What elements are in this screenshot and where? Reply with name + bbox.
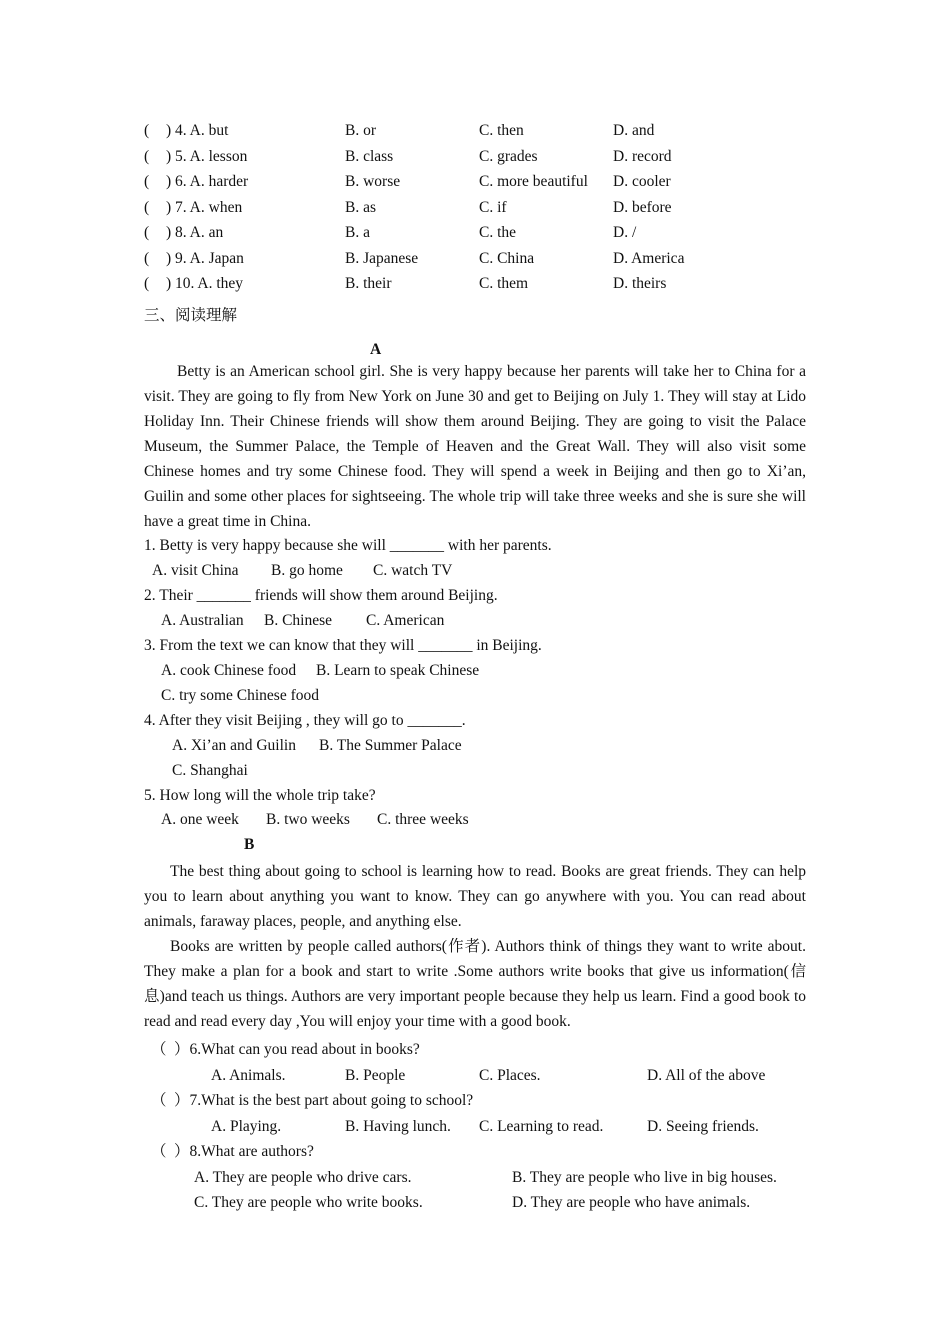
answer-bracket-open: （ [151, 1092, 167, 1109]
answer-option: C. American [366, 612, 445, 629]
question-stem: ）7.What is the best part about going to school? [174, 1092, 474, 1109]
question-stem: 3. From the text we can know that they will _______ in Beijing. [144, 637, 542, 654]
passage-b-paragraph: Books are written by people called authors(作者). Authors think of things they want to write about. They make a plan for a book and start to write .Some authors write books that give us information(信息)and teach us things. Authors are very important people because they help us learn. Find a good book to read and read every day ,You will enjoy your time with a good book. [144, 938, 806, 1030]
cloze-question-stem: ) 6. A. harder [166, 173, 249, 190]
option-c: C. the [479, 224, 517, 241]
passage-a-label: A [370, 341, 382, 358]
option-b: B. as [345, 199, 376, 216]
option-b: B. a [345, 224, 370, 241]
answer-option: B. The Summer Palace [319, 737, 462, 754]
question-stem: 5. How long will the whole trip take? [144, 787, 376, 804]
option-d: D. before [613, 199, 672, 216]
passage-b-text [144, 859, 806, 1034]
cloze-question-stem: ) 5. A. lesson [166, 148, 248, 165]
answer-option: B. go home [271, 562, 343, 579]
cloze-question-stem: ) 7. A. when [166, 199, 243, 216]
answer-option: D. Seeing friends. [647, 1118, 759, 1135]
question-stem: 4. After they visit Beijing , they will go to _______. [144, 712, 466, 729]
answer-option: B. Having lunch. [345, 1118, 451, 1135]
option-d: D. / [613, 224, 637, 241]
answer-option: C. Places. [479, 1067, 541, 1084]
answer-option: A. Australian [161, 612, 244, 629]
answer-option: A. visit China [152, 562, 239, 579]
answer-option: D. They are people who have animals. [512, 1194, 751, 1211]
answer-option: B. Learn to speak Chinese [316, 662, 480, 679]
answer-option: C. Shanghai [172, 762, 248, 779]
option-c: C. them [479, 275, 529, 292]
answer-bracket-open: ( [144, 173, 150, 190]
answer-bracket-open: ( [144, 148, 150, 165]
answer-bracket-open: ( [144, 275, 150, 292]
answer-option: B. People [345, 1067, 406, 1084]
option-b: B. or [345, 122, 376, 139]
answer-option: A. cook Chinese food [161, 662, 297, 679]
answer-option: C. watch TV [373, 562, 453, 579]
answer-option: D. All of the above [647, 1067, 766, 1084]
option-d: D. America [613, 250, 685, 267]
option-c: C. China [479, 250, 535, 267]
answer-option: C. They are people who write books. [194, 1194, 423, 1211]
option-d: D. and [613, 122, 655, 139]
section-heading: 三、阅读理解 [144, 307, 238, 324]
option-b: B. their [345, 275, 392, 292]
cloze-question-stem: ) 8. A. an [166, 224, 224, 241]
option-c: C. if [479, 199, 507, 216]
passage-a-paragraph: Betty is an American school girl. She is very happy because her parents will take her to China for a visit. They are going to fly from New York on June 30 and get to Beijing on July 1. They will stay at Lido Holiday Inn. Their Chinese friends will show them around Beijing. They are going to visit the Palace Museum, the Summer Palace, the Temple of Heaven and the Great Wall. They will also visit some Chinese homes and try some Chinese food. They will spend a week in Beijing and then go to Xi’an, Guilin and some other places for sightseeing. The whole trip will take three weeks and she is sure she will have a great time in China. [144, 363, 806, 530]
answer-option: B. They are people who live in big houses. [512, 1169, 777, 1186]
cloze-question-stem: ) 10. A. they [166, 275, 244, 292]
passage-b-paragraph: The best thing about going to school is learning how to read. Books are great friends. They can help you to learn about anything you want to know. They can go anywhere with you. You can read about animals, faraway places, people, and anything else. [144, 863, 806, 930]
question-stem: 2. Their _______ friends will show them around Beijing. [144, 587, 498, 604]
option-c: C. grades [479, 148, 538, 165]
answer-option: A. Playing. [211, 1118, 282, 1135]
answer-bracket-open: ( [144, 199, 150, 216]
option-b: B. Japanese [345, 250, 419, 267]
answer-bracket-open: ( [144, 224, 150, 241]
cloze-question-stem: ) 9. A. Japan [166, 250, 244, 267]
question-stem: ）8.What are authors? [174, 1143, 314, 1160]
option-d: D. theirs [613, 275, 667, 292]
option-b: B. class [345, 148, 394, 165]
option-c: C. then [479, 122, 524, 139]
question-stem: ）6.What can you read about in books? [174, 1041, 420, 1058]
answer-option: C. try some Chinese food [161, 687, 319, 704]
answer-option: B. Chinese [264, 612, 333, 629]
answer-option: A. Animals. [211, 1067, 286, 1084]
option-d: D. record [613, 148, 672, 165]
option-c: C. more beautiful [479, 173, 588, 190]
option-b: B. worse [345, 173, 401, 190]
passage-b-label: B [244, 836, 255, 853]
answer-bracket-open: ( [144, 250, 150, 267]
answer-bracket-open: （ [151, 1041, 167, 1058]
answer-option: C. Learning to read. [479, 1118, 604, 1135]
answer-bracket-open: ( [144, 122, 150, 139]
answer-option: C. three weeks [377, 811, 469, 828]
answer-option: A. They are people who drive cars. [194, 1169, 412, 1186]
answer-option: A. Xi’an and Guilin [172, 737, 296, 754]
question-stem: 1. Betty is very happy because she will _______ with her parents. [144, 537, 552, 554]
cloze-question-stem: ) 4. A. but [166, 122, 229, 139]
answer-option: A. one week [161, 811, 239, 828]
option-d: D. cooler [613, 173, 671, 190]
answer-option: B. two weeks [266, 811, 350, 828]
answer-bracket-open: （ [151, 1143, 167, 1160]
passage-a-text [144, 359, 806, 534]
